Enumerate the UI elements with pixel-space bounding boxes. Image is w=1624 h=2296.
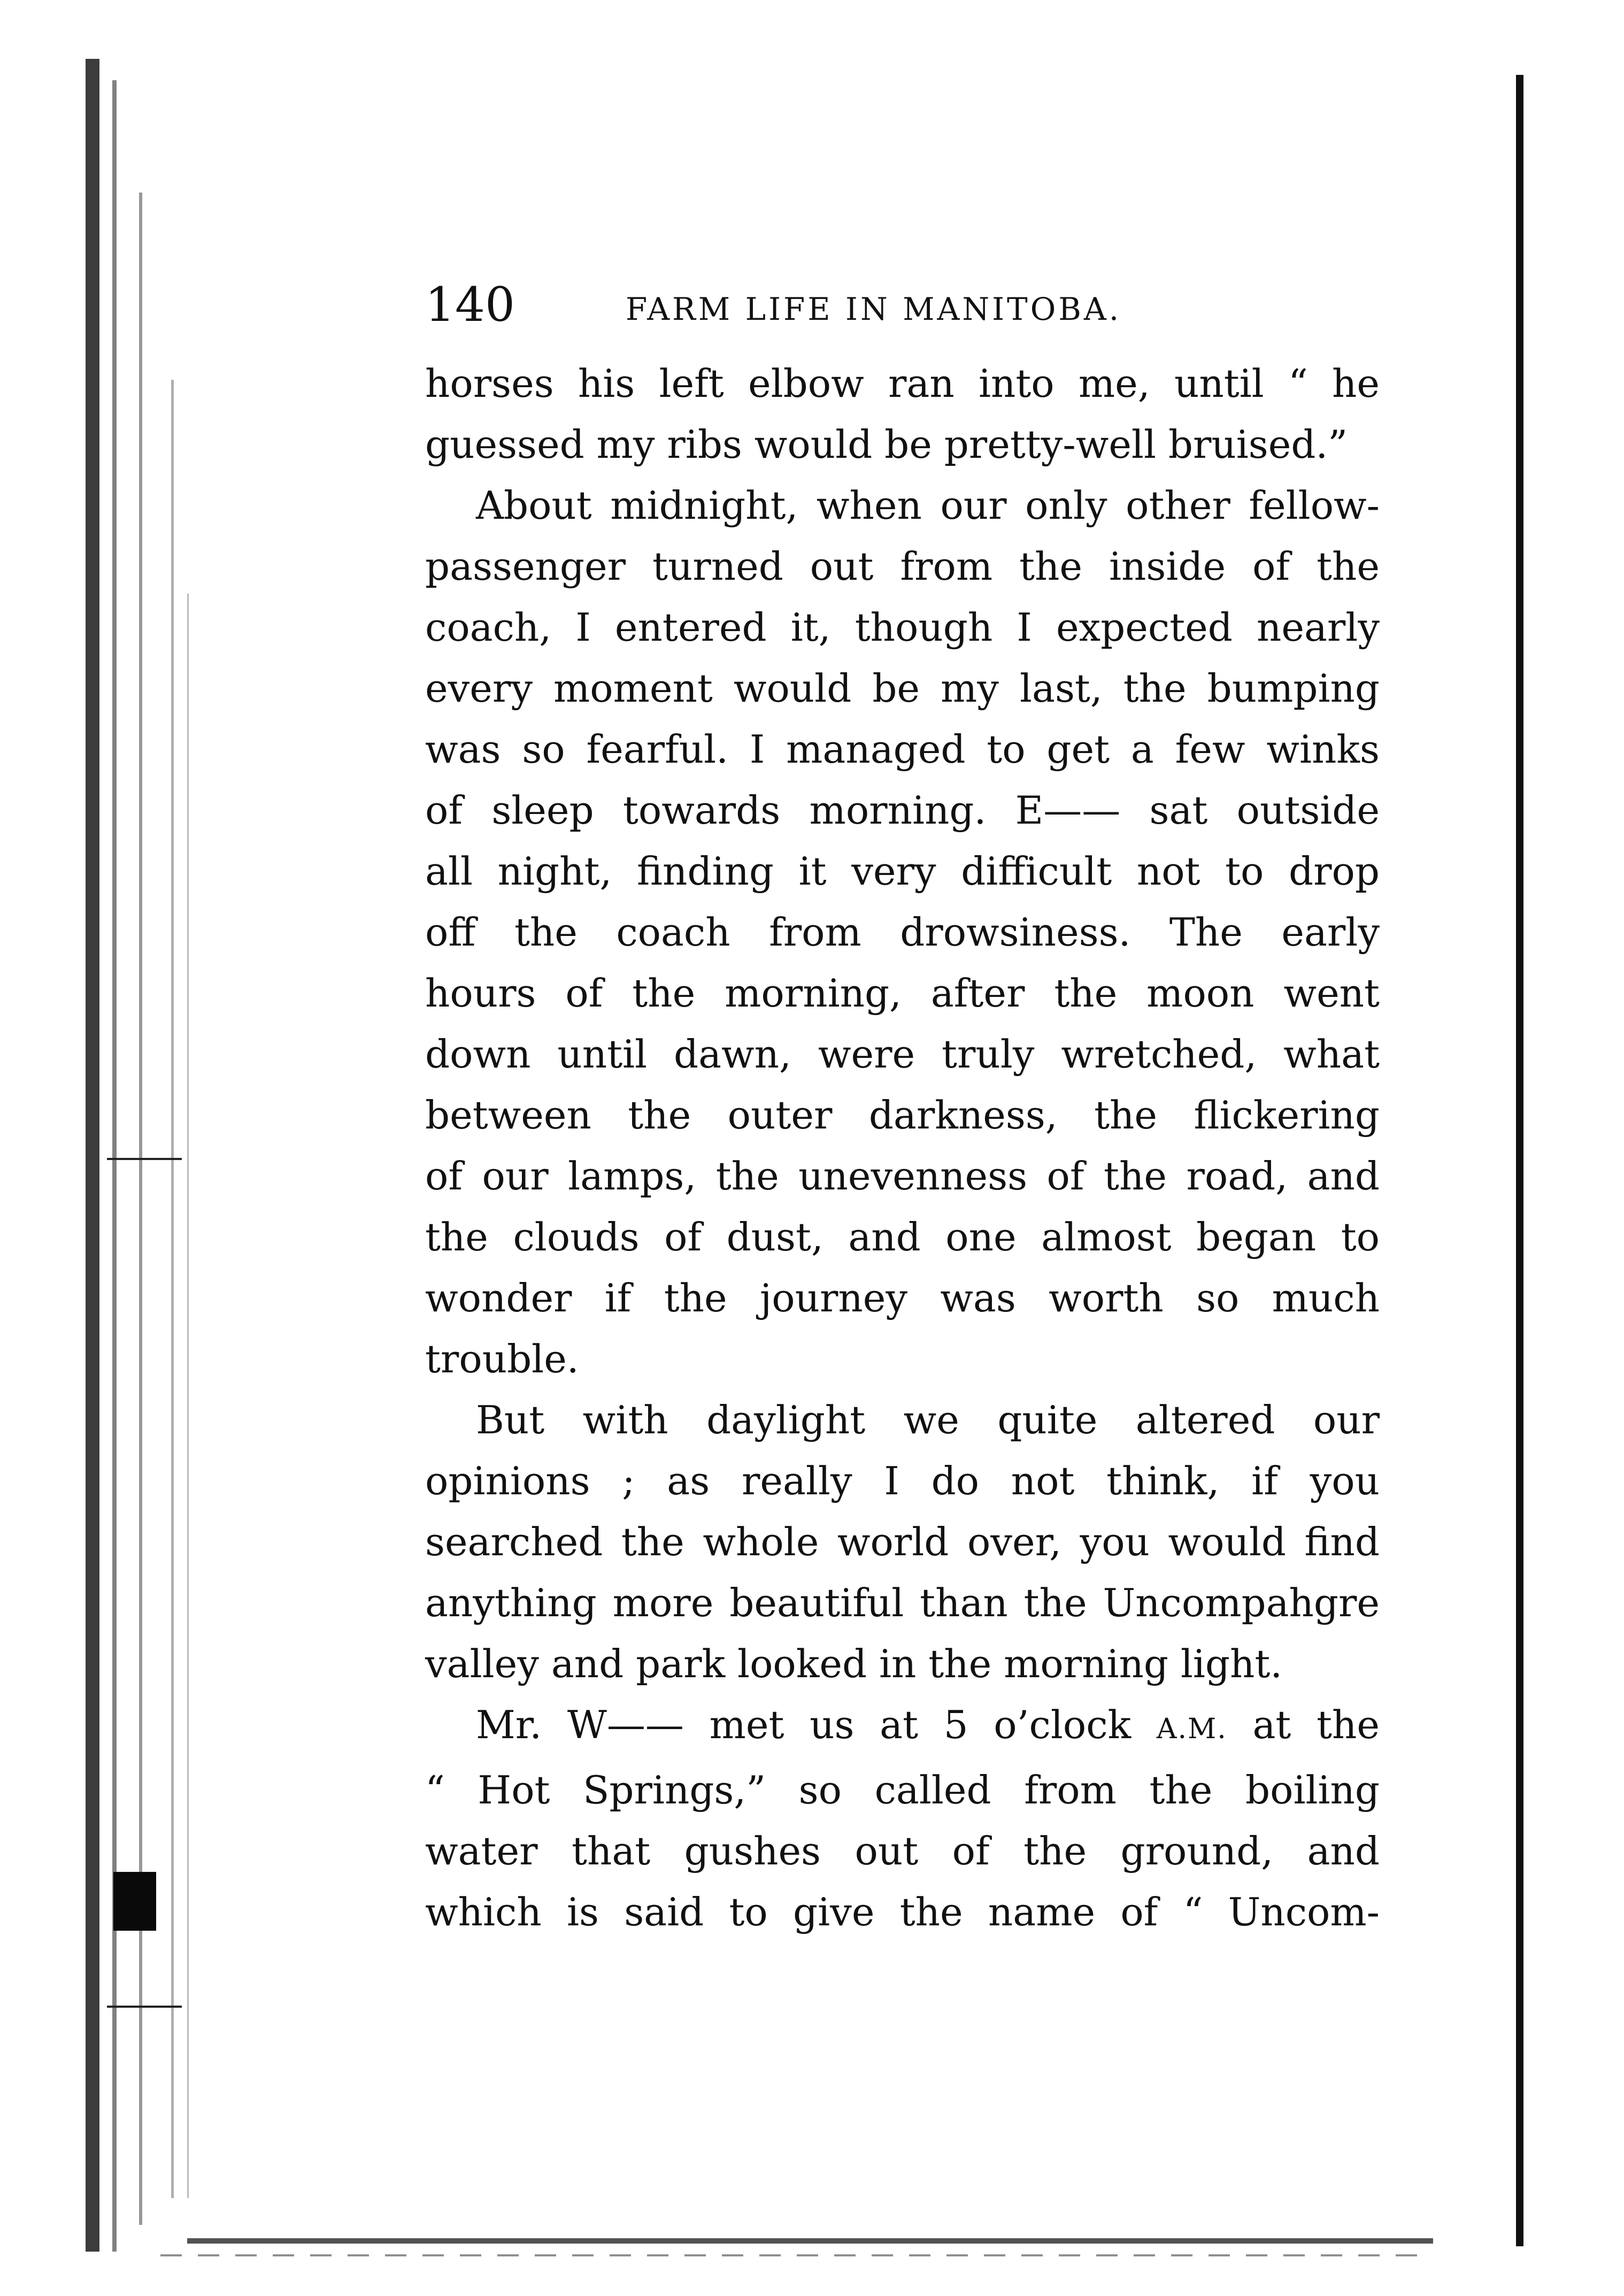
text-line: off the coach from drowsiness. The early: [425, 910, 1380, 955]
text-run: Mr. W—— met us at 5 o’clock: [476, 1702, 1157, 1747]
text-line: hours of the morning, after the moon went: [425, 971, 1380, 1016]
text-line: every moment would be my last, the bumping: [425, 666, 1380, 711]
text-line: down until dawn, were truly wretched, what: [425, 1032, 1380, 1077]
running-head: [425, 278, 1380, 337]
gutter-shadow-bar: [187, 594, 189, 2198]
text-line: horses his left elbow ran into me, until “ he: [425, 361, 1380, 406]
text-line: of sleep towards morning. E—— sat outside: [425, 788, 1380, 833]
page-number: 140: [425, 277, 515, 332]
text-line: coach, I entered it, though I expected nearly: [425, 605, 1380, 650]
text-line: wonder if the journey was worth so much: [425, 1276, 1380, 1320]
text-line: But with daylight we quite altered our: [476, 1397, 1380, 1442]
page-bottom-edge-shadow: [187, 2238, 1433, 2244]
text-line: trouble.: [425, 1337, 579, 1381]
text-line: of our lamps, the unevenness of the road, and: [425, 1154, 1380, 1199]
text-line: which is said to give the name of “ Uncom-: [425, 1890, 1380, 1934]
text-line: passenger turned out from the inside of the: [425, 544, 1380, 589]
binding-gutter-shadow: [80, 59, 203, 2252]
text-run: at the: [1227, 1702, 1380, 1747]
body-text: [425, 353, 1380, 1942]
page-right-edge-shadow: [1516, 75, 1523, 2246]
scan-black-mark: [113, 1872, 156, 1931]
text-line: opinions ; as really I do not think, if you: [425, 1458, 1380, 1503]
page-bottom-dash-artifact: [160, 2254, 1417, 2256]
text-line: [425, 1694, 1380, 1760]
text-line: all night, finding it very difficult not to drop: [425, 849, 1380, 894]
text-line: between the outer darkness, the flickering: [425, 1093, 1380, 1138]
text-line: About midnight, when our only other fellow-: [476, 483, 1380, 528]
scan-tick-mark: [107, 2006, 182, 2008]
text-line: anything more beautiful than the Uncompahgre: [425, 1580, 1380, 1625]
text-line: was so fearful. I managed to get a few winks: [425, 727, 1380, 772]
text-line: “ Hot Springs,” so called from the boiling: [425, 1768, 1380, 1813]
scan-tick-mark: [107, 1158, 182, 1160]
text-line: guessed my ribs would be pretty-well bruised.”: [425, 422, 1348, 467]
text-line: searched the whole world over, you would find: [425, 1519, 1380, 1564]
gutter-shadow-bar: [86, 59, 99, 2252]
book-page: [425, 278, 1380, 1942]
running-title: FARM LIFE IN MANITOBA.: [626, 291, 1122, 327]
text-line: water that gushes out of the ground, and: [425, 1829, 1380, 1873]
gutter-shadow-bar: [171, 380, 174, 2198]
text-line: valley and park looked in the morning light.: [425, 1641, 1283, 1686]
text-line: the clouds of dust, and one almost began to: [425, 1215, 1380, 1260]
abbreviation-am: A.M.: [1156, 1713, 1227, 1745]
